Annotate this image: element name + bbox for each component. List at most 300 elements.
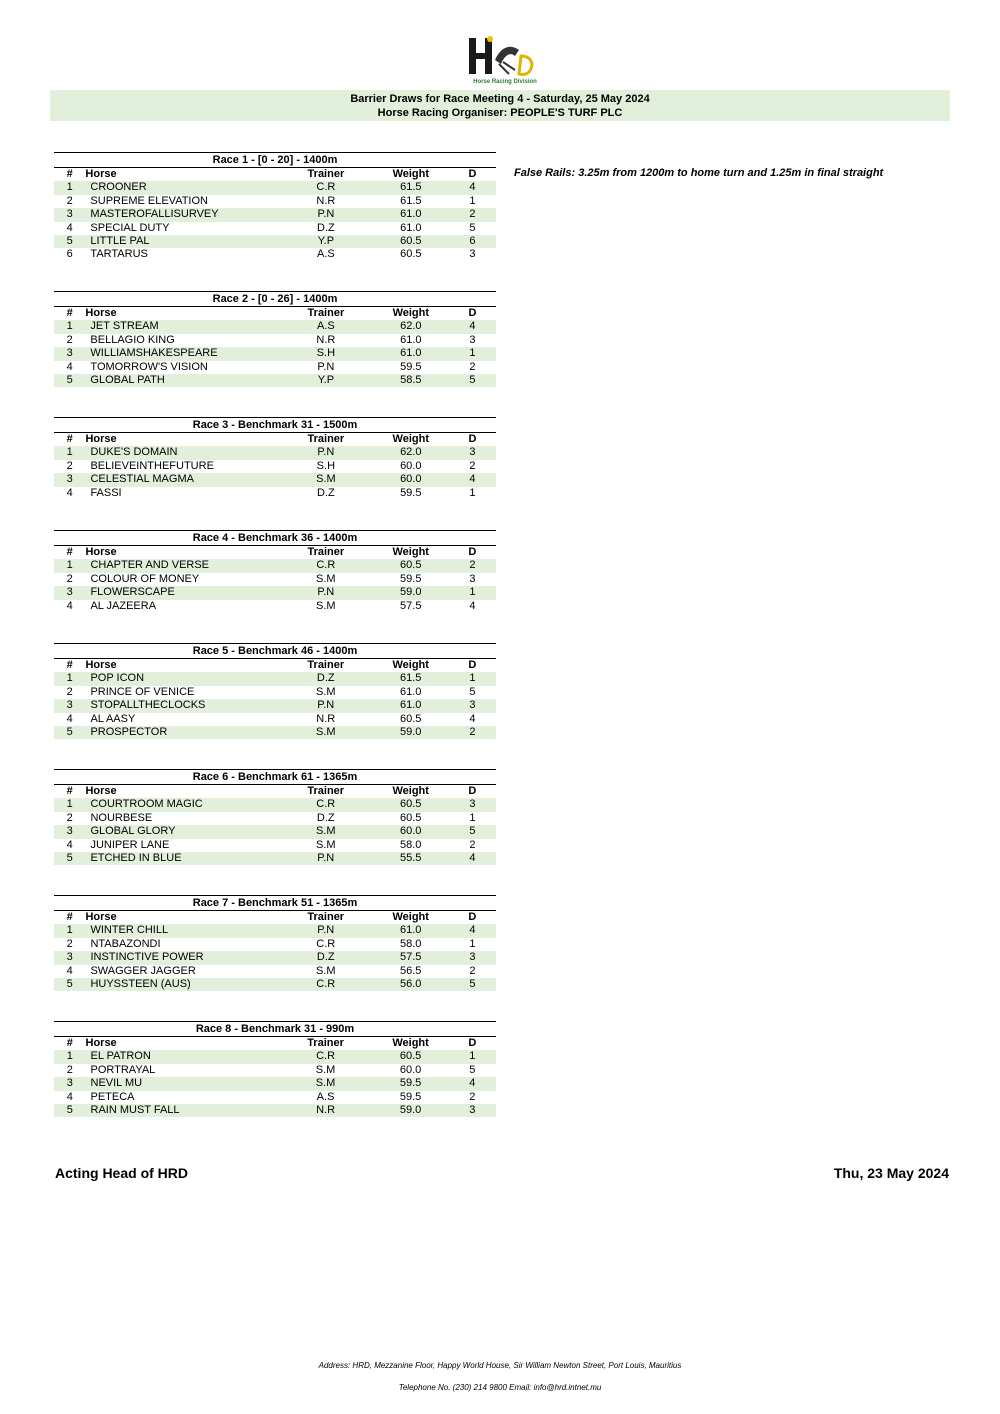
- cell-num: 2: [66, 811, 73, 824]
- table-row: [54, 320, 496, 333]
- column-header-horse: Horse: [85, 307, 117, 319]
- table-row: [54, 446, 496, 459]
- cell-weight: 61.0: [373, 699, 449, 712]
- cell-draw: 1: [469, 811, 476, 824]
- column-header-trainer: Trainer: [307, 1037, 344, 1049]
- cell-num: 3: [54, 586, 85, 599]
- cell-draw: 1: [449, 672, 496, 685]
- cell-weight: 60.5: [373, 559, 449, 572]
- cell-horse: INSTINCTIVE POWER: [85, 951, 278, 964]
- column-header-num: #: [66, 785, 73, 797]
- cell-horse: LITTLE PAL: [85, 235, 279, 248]
- column-header-draw: D: [468, 168, 477, 180]
- column-header-num: #: [66, 1037, 73, 1049]
- cell-trainer: C.R: [279, 181, 373, 194]
- cell-num: 1: [54, 798, 85, 811]
- column-header-weight: Weight: [392, 785, 429, 797]
- cell-draw: 2: [469, 459, 476, 472]
- cell-num: 4: [66, 1090, 73, 1103]
- column-header-trainer: Trainer: [307, 785, 345, 797]
- cell-num: 1: [54, 1050, 86, 1063]
- cell-draw: 1: [469, 937, 476, 950]
- logo-caption: Horse Racing Division: [473, 79, 537, 85]
- table-header-row: [54, 659, 496, 672]
- cell-weight: 61.0: [373, 924, 449, 937]
- table-row: [54, 600, 496, 613]
- cell-num: 5: [54, 726, 85, 739]
- table-row: [54, 586, 496, 599]
- cell-trainer: P.N: [279, 208, 373, 221]
- race-title: Race 1 - [0 - 20] - 1400m: [54, 152, 496, 168]
- cell-weight: 60.0: [373, 825, 449, 838]
- cell-horse: PROSPECTOR: [85, 726, 278, 739]
- cell-weight: 58.0: [400, 838, 422, 851]
- cell-horse: POP ICON: [85, 672, 278, 685]
- table-row: [54, 334, 496, 347]
- cell-horse: JET STREAM: [85, 320, 279, 333]
- cell-weight: 60.0: [373, 473, 449, 486]
- table-header-row: [54, 433, 496, 446]
- column-header-num: #: [66, 911, 73, 923]
- column-header-trainer: Trainer: [307, 433, 345, 445]
- cell-trainer: P.N: [279, 699, 373, 712]
- column-header-horse: Horse: [85, 546, 117, 558]
- runners-table: [54, 433, 496, 500]
- cell-weight: 58.5: [373, 374, 449, 387]
- cell-horse: FLOWERSCAPE: [85, 586, 278, 599]
- column-header-weight: Weight: [392, 1037, 429, 1049]
- cell-horse: JUNIPER LANE: [90, 838, 170, 851]
- cell-draw: 4: [449, 320, 496, 333]
- table-row: [54, 812, 496, 825]
- cell-num: 2: [66, 459, 73, 472]
- cell-weight: 57.5: [400, 599, 422, 612]
- cell-num: 2: [66, 333, 73, 346]
- table-header-row: [54, 911, 496, 924]
- race-title: Race 8 - Benchmark 31 - 990m: [54, 1021, 496, 1037]
- table-row: [54, 965, 496, 978]
- cell-weight: 59.0: [373, 726, 449, 739]
- cell-draw: 4: [469, 599, 476, 612]
- cell-horse: DUKE'S DOMAIN: [85, 446, 279, 459]
- false-rails-note: False Rails: 3.25m from 1200m to home turn and 1.25m in final straight: [514, 167, 884, 179]
- cell-trainer: Y.P: [279, 374, 373, 387]
- cell-horse: ETCHED IN BLUE: [85, 852, 278, 865]
- cell-draw: 3: [469, 333, 476, 346]
- cell-trainer: P.N: [279, 924, 373, 937]
- cell-trainer: D.Z: [316, 486, 335, 499]
- table-row: [54, 222, 496, 235]
- cell-draw: 4: [449, 924, 496, 937]
- column-header-weight: Weight: [392, 433, 429, 445]
- table-row: [54, 672, 496, 685]
- cell-weight: 59.5: [399, 1090, 422, 1103]
- table-row: [54, 699, 496, 712]
- cell-weight: 59.5: [400, 360, 422, 373]
- cell-trainer: A.S: [279, 320, 373, 333]
- table-row: [54, 951, 496, 964]
- column-header-weight: Weight: [392, 911, 429, 923]
- cell-horse: GLOBAL GLORY: [85, 825, 278, 838]
- cell-horse: STOPALLTHECLOCKS: [85, 699, 278, 712]
- cell-draw: 3: [449, 446, 496, 459]
- cell-weight: 61.0: [400, 685, 422, 698]
- title-banner: [50, 90, 950, 121]
- cell-num: 1: [54, 181, 85, 194]
- race-table-3: [54, 417, 496, 500]
- cell-trainer: D.Z: [317, 221, 335, 234]
- table-row: [54, 1064, 496, 1077]
- table-header-row: [54, 1037, 496, 1050]
- cell-horse: AL JAZEERA: [90, 599, 157, 612]
- race-table-7: [54, 895, 496, 991]
- cell-horse: GLOBAL PATH: [85, 374, 279, 387]
- signature-title: Acting Head of HRD: [55, 1165, 188, 1181]
- cell-trainer: S.M: [315, 685, 336, 698]
- column-header-draw: D: [468, 433, 477, 445]
- column-header-draw: D: [468, 911, 477, 923]
- cell-trainer: S.H: [316, 459, 336, 472]
- race-table-6: [54, 769, 496, 865]
- column-header-horse: Horse: [85, 659, 117, 671]
- runners-table: [54, 307, 496, 387]
- table-row: [54, 573, 496, 586]
- cell-num: 3: [54, 1077, 86, 1090]
- table-row: [54, 361, 496, 374]
- cell-weight: 61.5: [373, 181, 449, 194]
- cell-trainer: S.M: [279, 1077, 373, 1090]
- cell-num: 3: [54, 473, 85, 486]
- cell-weight: 61.0: [400, 333, 422, 346]
- table-row: [54, 798, 496, 811]
- table-row: [54, 978, 496, 991]
- cell-weight: 59.5: [372, 1077, 448, 1090]
- column-header-num: #: [66, 659, 73, 671]
- cell-draw: 1: [449, 347, 496, 360]
- cell-num: 4: [66, 360, 73, 373]
- race-table-4: [54, 530, 496, 613]
- cell-trainer: N.R: [279, 1104, 373, 1117]
- column-header-horse: Horse: [85, 433, 117, 445]
- cell-draw: 4: [449, 1077, 496, 1090]
- cell-trainer: C.R: [316, 937, 336, 950]
- column-header-trainer: Trainer: [307, 659, 345, 671]
- cell-trainer: C.R: [279, 978, 373, 991]
- cell-weight: 61.5: [373, 672, 449, 685]
- cell-horse: RAIN MUST FALL: [86, 1104, 279, 1117]
- cell-trainer: A.S: [317, 248, 335, 261]
- column-header-num: #: [66, 168, 73, 180]
- cell-num: 1: [54, 320, 85, 333]
- race-title: Race 2 - [0 - 26] - 1400m: [54, 291, 496, 307]
- cell-horse: TOMORROW'S VISION: [90, 360, 208, 373]
- column-header-draw: D: [468, 307, 477, 319]
- race-title: Race 5 - Benchmark 46 - 1400m: [54, 643, 496, 659]
- cell-trainer: S.M: [279, 825, 373, 838]
- cell-horse: BELIEVEINTHEFUTURE: [90, 459, 214, 472]
- cell-draw: 2: [469, 838, 476, 851]
- runners-table: [54, 546, 496, 613]
- cell-trainer: S.M: [315, 1063, 336, 1076]
- cell-trainer: P.N: [279, 446, 373, 459]
- cell-draw: 2: [449, 559, 496, 572]
- cell-num: 1: [54, 559, 85, 572]
- cell-weight: 62.0: [373, 446, 449, 459]
- cell-trainer: C.R: [279, 559, 373, 572]
- runners-table: [54, 1037, 496, 1117]
- cell-num: 4: [66, 712, 73, 725]
- race-title: Race 4 - Benchmark 36 - 1400m: [54, 530, 496, 546]
- column-header-draw: D: [468, 1037, 477, 1049]
- column-header-weight: Weight: [392, 168, 430, 180]
- table-row: [54, 208, 496, 221]
- cell-horse: CHAPTER AND VERSE: [85, 559, 278, 572]
- cell-draw: 3: [449, 699, 496, 712]
- cell-trainer: C.R: [279, 1050, 373, 1063]
- table-row: [54, 924, 496, 937]
- table-row: [54, 825, 496, 838]
- table-row: [54, 473, 496, 486]
- table-header-row: [54, 546, 496, 559]
- table-row: [54, 181, 496, 194]
- cell-num: 4: [66, 599, 73, 612]
- table-row: [54, 1050, 496, 1063]
- table-row: [54, 1077, 496, 1090]
- cell-trainer: N.R: [316, 712, 336, 725]
- cell-weight: 60.5: [400, 712, 422, 725]
- cell-draw: 1: [469, 486, 476, 499]
- cell-horse: CROONER: [85, 181, 279, 194]
- table-row: [54, 374, 496, 387]
- cell-draw: 5: [449, 825, 496, 838]
- cell-trainer: D.Z: [279, 672, 373, 685]
- cell-horse: NOURBESE: [90, 811, 153, 824]
- table-header-row: [54, 785, 496, 798]
- table-row: [54, 1091, 496, 1104]
- cell-weight: 59.0: [373, 586, 449, 599]
- runners-table: [54, 911, 496, 991]
- column-header-weight: Weight: [392, 546, 429, 558]
- cell-num: 3: [54, 208, 85, 221]
- cell-num: 4: [66, 486, 73, 499]
- cell-trainer: S.H: [279, 347, 373, 360]
- cell-weight: 61.0: [373, 347, 449, 360]
- table-row: [54, 235, 496, 248]
- cell-num: 5: [54, 374, 85, 387]
- signature-date: Thu, 23 May 2024: [833, 1165, 949, 1181]
- cell-weight: 56.5: [400, 964, 422, 977]
- cell-weight: 55.5: [373, 852, 449, 865]
- cell-draw: 5: [469, 221, 476, 234]
- cell-num: 1: [54, 446, 85, 459]
- runners-table: [54, 659, 496, 739]
- column-header-horse: Horse: [85, 1037, 117, 1049]
- cell-num: 2: [66, 685, 73, 698]
- cell-weight: 60.5: [373, 798, 449, 811]
- column-header-trainer: Trainer: [307, 911, 345, 923]
- cell-draw: 4: [469, 712, 476, 725]
- race-title: Race 3 - Benchmark 31 - 1500m: [54, 417, 496, 433]
- column-header-weight: Weight: [392, 659, 429, 671]
- cell-horse: NTABAZONDI: [90, 937, 161, 950]
- table-row: [54, 460, 496, 473]
- runners-table: [54, 168, 496, 262]
- race-table-1: [54, 152, 496, 262]
- cell-trainer: C.R: [279, 798, 373, 811]
- cell-trainer: S.M: [279, 473, 373, 486]
- race-table-2: [54, 291, 496, 387]
- table-row: [54, 195, 496, 208]
- cell-horse: NEVIL MU: [86, 1077, 279, 1090]
- cell-draw: 1: [449, 586, 496, 599]
- cell-num: 5: [54, 978, 85, 991]
- cell-horse: PETECA: [90, 1090, 135, 1103]
- column-header-trainer: Trainer: [307, 168, 345, 180]
- cell-draw: 3: [449, 951, 496, 964]
- cell-horse: SUPREME ELEVATION: [90, 194, 208, 207]
- cell-weight: 61.0: [400, 221, 422, 234]
- cell-trainer: P.N: [279, 852, 373, 865]
- cell-trainer: S.M: [316, 572, 336, 585]
- cell-trainer: A.S: [316, 1090, 335, 1103]
- race-title: Race 7 - Benchmark 51 - 1365m: [54, 895, 496, 911]
- table-header-row: [54, 168, 496, 181]
- cell-weight: 60.0: [400, 459, 422, 472]
- cell-draw: 2: [469, 964, 476, 977]
- table-row: [54, 248, 496, 261]
- table-row: [54, 559, 496, 572]
- cell-num: 1: [54, 924, 85, 937]
- cell-weight: 60.0: [399, 1063, 422, 1076]
- cell-draw: 5: [449, 374, 496, 387]
- column-header-horse: Horse: [85, 911, 117, 923]
- column-header-trainer: Trainer: [307, 546, 345, 558]
- cell-weight: 59.5: [400, 572, 422, 585]
- cell-weight: 61.0: [373, 208, 449, 221]
- column-header-num: #: [66, 307, 73, 319]
- table-row: [54, 1104, 496, 1117]
- cell-horse: HUYSSTEEN (AUS): [85, 978, 278, 991]
- column-header-draw: D: [468, 659, 477, 671]
- cell-trainer: D.Z: [279, 951, 373, 964]
- cell-draw: 2: [449, 726, 496, 739]
- cell-draw: 3: [469, 248, 476, 261]
- cell-num: 5: [54, 852, 85, 865]
- cell-num: 2: [66, 1063, 73, 1076]
- cell-horse: EL PATRON: [86, 1050, 279, 1063]
- cell-weight: 60.5: [400, 248, 422, 261]
- cell-weight: 60.5: [373, 235, 449, 248]
- cell-horse: COLOUR OF MONEY: [90, 572, 200, 585]
- cell-weight: 60.5: [400, 811, 422, 824]
- cell-trainer: P.N: [317, 360, 335, 373]
- column-header-num: #: [66, 546, 73, 558]
- cell-horse: PORTRAYAL: [90, 1063, 156, 1076]
- cell-weight: 58.0: [400, 937, 422, 950]
- cell-num: 2: [66, 572, 73, 585]
- cell-horse: MASTEROFALLISURVEY: [85, 208, 279, 221]
- race-title: Race 6 - Benchmark 61 - 1365m: [54, 769, 496, 785]
- cell-weight: 57.5: [373, 951, 449, 964]
- cell-horse: FASSI: [90, 486, 122, 499]
- cell-draw: 3: [449, 1104, 496, 1117]
- column-header-trainer: Trainer: [307, 307, 345, 319]
- race-table-8: [54, 1021, 496, 1117]
- footer-address: Address: HRD, Mezzanine Floor, Happy World House, Sir William Newton Street, Port Louis, Mauritius: [318, 1361, 682, 1370]
- table-row: [54, 713, 496, 726]
- cell-num: 3: [54, 347, 85, 360]
- cell-trainer: S.M: [279, 726, 373, 739]
- cell-num: 4: [66, 964, 73, 977]
- cell-horse: SPECIAL DUTY: [90, 221, 170, 234]
- table-row: [54, 852, 496, 865]
- table-header-row: [54, 307, 496, 320]
- cell-draw: 1: [449, 1050, 496, 1063]
- cell-draw: 3: [449, 798, 496, 811]
- cell-num: 6: [66, 248, 73, 261]
- cell-weight: 61.5: [400, 194, 422, 207]
- cell-trainer: S.M: [315, 964, 336, 977]
- cell-trainer: P.N: [279, 586, 373, 599]
- column-header-draw: D: [468, 785, 477, 797]
- cell-draw: 2: [449, 208, 496, 221]
- cell-weight: 59.0: [372, 1104, 448, 1117]
- cell-num: 2: [66, 194, 73, 207]
- cell-horse: TARTARUS: [90, 248, 148, 261]
- column-header-horse: Horse: [85, 785, 117, 797]
- table-row: [54, 686, 496, 699]
- cell-draw: 3: [469, 572, 476, 585]
- cell-num: 4: [66, 221, 73, 234]
- cell-trainer: S.M: [315, 838, 336, 851]
- cell-horse: WINTER CHILL: [85, 924, 278, 937]
- cell-trainer: Y.P: [279, 235, 373, 248]
- table-row: [54, 347, 496, 360]
- column-header-draw: D: [468, 546, 477, 558]
- cell-draw: 2: [469, 1090, 476, 1103]
- cell-trainer: N.R: [316, 194, 336, 207]
- cell-num: 3: [54, 699, 85, 712]
- cell-horse: AL AASY: [90, 712, 136, 725]
- meeting-title: Barrier Draws for Race Meeting 4 - Saturday, 25 May 2024: [350, 93, 650, 105]
- cell-horse: CELESTIAL MAGMA: [85, 473, 279, 486]
- cell-trainer: D.Z: [316, 811, 335, 824]
- cell-draw: 1: [469, 194, 476, 207]
- cell-weight: 62.0: [373, 320, 449, 333]
- cell-draw: 4: [449, 852, 496, 865]
- cell-weight: 56.0: [373, 978, 449, 991]
- cell-draw: 5: [469, 1063, 476, 1076]
- race-table-5: [54, 643, 496, 739]
- cell-draw: 4: [449, 181, 496, 194]
- table-row: [54, 938, 496, 951]
- cell-num: 3: [54, 825, 85, 838]
- cell-horse: BELLAGIO KING: [90, 333, 175, 346]
- runners-table: [54, 785, 496, 865]
- table-row: [54, 487, 496, 500]
- column-header-horse: Horse: [85, 168, 117, 180]
- cell-num: 5: [54, 235, 85, 248]
- cell-trainer: N.R: [316, 333, 336, 346]
- cell-draw: 5: [449, 978, 496, 991]
- column-header-num: #: [66, 433, 73, 445]
- cell-horse: SWAGGER JAGGER: [90, 964, 196, 977]
- cell-weight: 59.5: [400, 486, 422, 499]
- cell-draw: 6: [449, 235, 496, 248]
- cell-num: 1: [54, 672, 85, 685]
- cell-horse: COURTROOM MAGIC: [85, 798, 278, 811]
- cell-draw: 4: [449, 473, 496, 486]
